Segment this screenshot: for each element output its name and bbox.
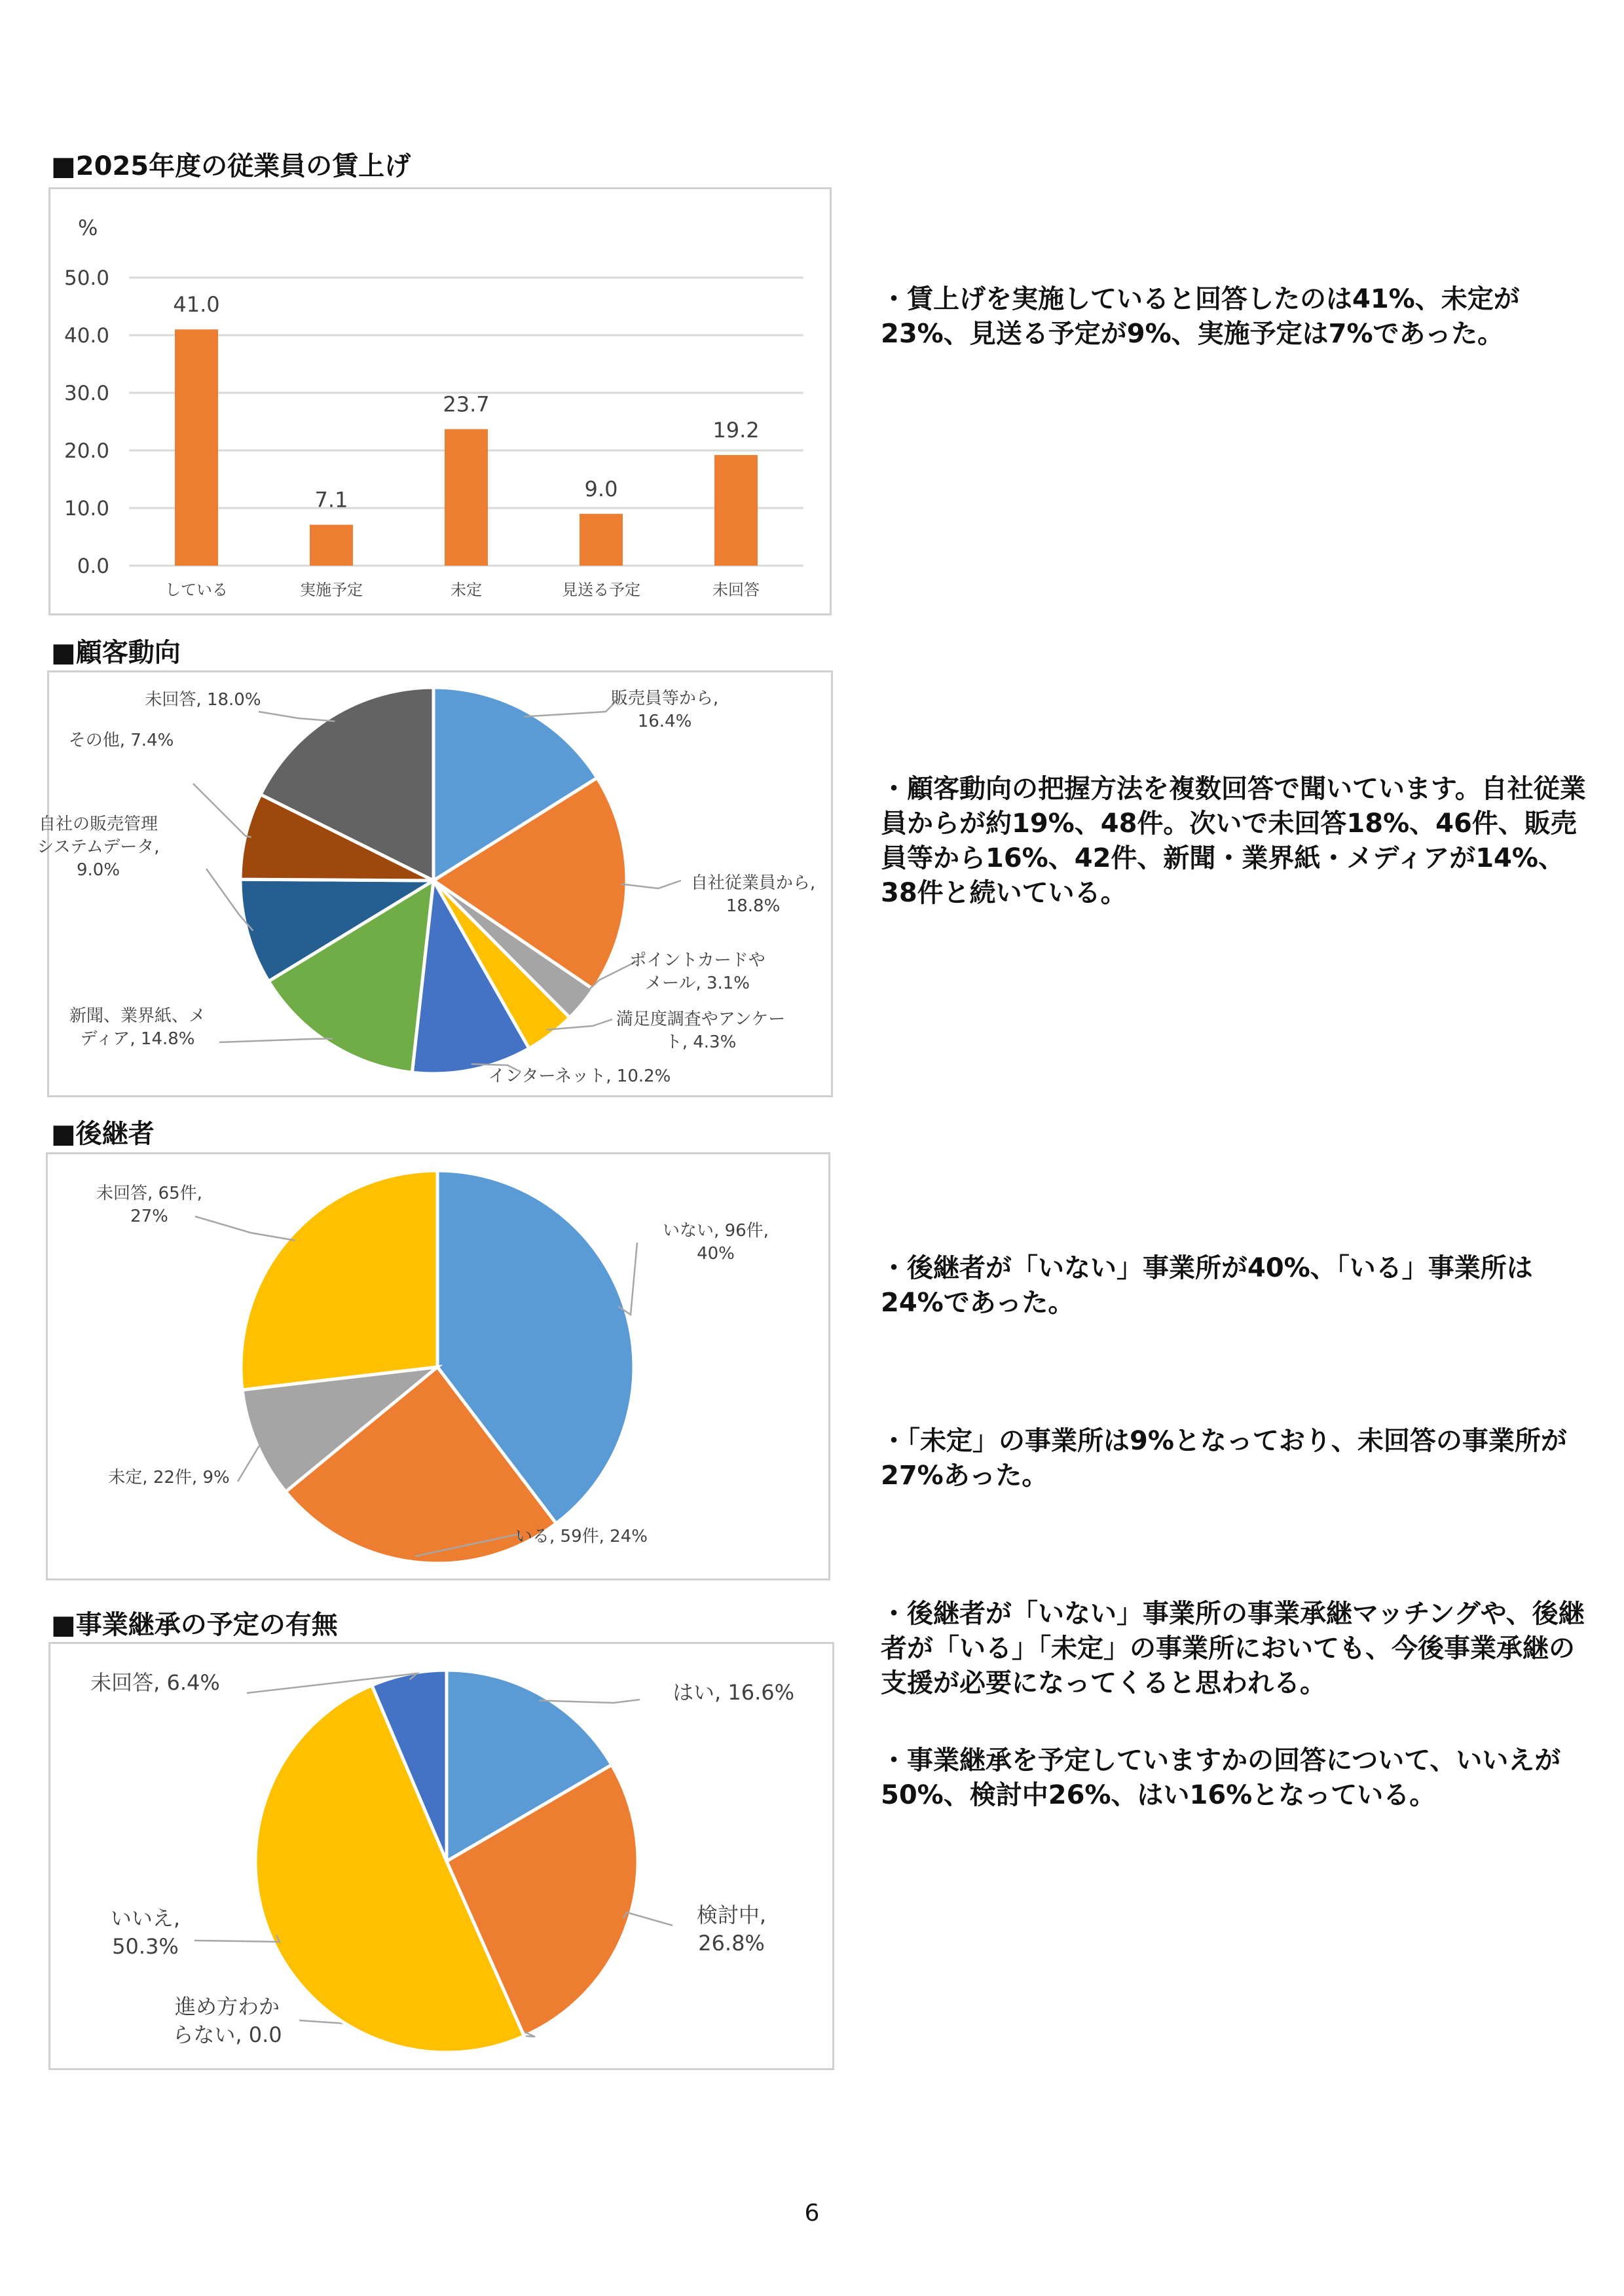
leader-line [238,1442,262,1482]
pie-data-label: 16.4% [637,712,692,732]
pie-data-label: 検討中, [696,1903,767,1927]
bar [445,429,488,566]
leader-line [195,1216,295,1241]
y-tick-label: 50.0 [64,266,109,290]
pie-data-label: らない, 0.0 [172,2022,282,2048]
bar-value-label: 41.0 [173,292,220,318]
customer-note-text: ・顧客動向の把握方法を複数回答で聞いています。自社従業員からが約19%、48件。次いで未回答18%、46件、販売員等から16%、42件、新聞・業界紙・メディアが14%、38件と続いている。 [881,774,1586,908]
pie-data-label: ト, 4.3% [665,1032,737,1053]
pie-data-label: いる, 59件, 24% [515,1527,648,1546]
successor-section-title: ■後継者 [51,1119,155,1149]
pie-data-label: ディア, 14.8% [80,1029,195,1049]
pie-data-label: 販売員等から, [610,689,719,708]
x-tick-label: 見送る予定 [562,581,640,599]
leader-line [219,1038,333,1042]
pie-data-label: 未定, 22件, 9% [108,1468,230,1487]
customer-note [881,702,1588,979]
y-tick-label: 30.0 [64,382,109,405]
successor-note-text-3: ・後継者が「いない」事業所の事業承継マッチングや、後継者が「いる」「未定」の事業所においても、今後事業承継の支援が必要になってくると思われる。 [881,1599,1585,1698]
bar-value-label: 19.2 [712,418,760,443]
leader-line [621,881,681,888]
page-number: 6 [804,2200,820,2227]
y-tick-label: 10.0 [64,497,109,520]
pie-data-label: 自社従業員から, [690,873,816,893]
pie-data-label: いない, 96件, [663,1221,769,1241]
succession-plan-note [881,1674,1588,1882]
pie-slice [241,1171,437,1390]
wage-section-title: ■2025年度の従業員の賃上げ [51,151,411,181]
pie-data-label: 27% [130,1207,168,1227]
y-axis-unit-label: % [78,215,98,240]
x-tick-label: 未回答 [712,581,760,599]
succession-plan-note-text: ・事業継承を予定していますかの回答について、いいえが50%、検討中26%、はい16%となっている。 [881,1745,1561,1810]
leader-line [194,1935,280,1942]
pie-data-label: はい, 16.6% [673,1680,795,1705]
pie-data-label: メール, 3.1% [644,974,750,994]
bar-value-label: 9.0 [584,476,618,501]
customer-section-title: ■顧客動向 [51,638,181,668]
wage-note-text: ・賃上げを実施していると回答したのは41%、未定が23%、見送る予定が9%、実施予定は7%であった。 [881,284,1520,349]
successor-note-text-1: ・後継者が「いない」事業所が40%、「いる」事業所は24%であった。 [881,1253,1533,1318]
customer-pie-chart [37,670,833,1097]
succession-plan-pie-chart [48,1642,834,2070]
pie-data-label: いいえ, [110,1906,181,1931]
pie-data-label: 26.8% [698,1931,765,1956]
bar [310,525,353,566]
leader-line [524,699,619,717]
succession-plan-section-title: ■事業継承の予定の有無 [51,1610,338,1640]
successor-pie-chart-svg [48,1154,832,1582]
pie-data-label: 9.0% [76,860,120,881]
successor-note-text-2: ・「未定」の事業所は9%となっており、未回答の事業所が27%あった。 [881,1426,1567,1491]
succession-plan-pie-chart-svg [50,1644,836,2072]
x-tick-label: 実施予定 [300,581,363,599]
leader-line [259,712,335,721]
wage-bar-chart-svg [50,189,834,617]
pie-data-label: 満足度調査やアンケー [616,1010,786,1029]
pie-data-label: 50.3% [112,1934,179,1959]
customer-pie-chart-svg [37,672,835,1099]
successor-pie-chart [46,1152,830,1580]
pie-data-label: インターネット, 10.2% [488,1066,671,1086]
pie-data-label: 未回答, 6.4% [90,1670,220,1695]
wage-note [881,213,1588,420]
pie-data-label: 40% [697,1244,735,1264]
pie-data-label: 未回答, 65件, [96,1184,202,1203]
pie-data-label: 未回答, 18.0% [145,690,261,710]
wage-bar-chart [48,187,832,615]
pie-data-label: ポイントカードや [629,951,766,970]
pie-data-label: その他, 7.4% [68,731,174,750]
leader-line [193,784,251,837]
pie-data-label: 自社の販売管理 [38,814,158,834]
pie-data-label: 新聞、業界紙、メ [69,1006,206,1026]
y-tick-label: 0.0 [77,555,109,578]
x-tick-label: している [165,581,228,599]
x-tick-label: 未定 [451,581,482,599]
bar [714,455,758,566]
pie-data-label: システムデータ, [37,837,160,858]
bar-value-label: 23.7 [443,392,490,417]
y-tick-label: 40.0 [64,324,109,348]
bar-value-label: 7.1 [314,487,348,513]
bar [580,514,623,566]
y-tick-label: 20.0 [64,439,109,463]
pie-data-label: 18.8% [726,896,781,917]
bar [175,329,218,566]
pie-data-label: 進め方わか [174,1994,280,2019]
